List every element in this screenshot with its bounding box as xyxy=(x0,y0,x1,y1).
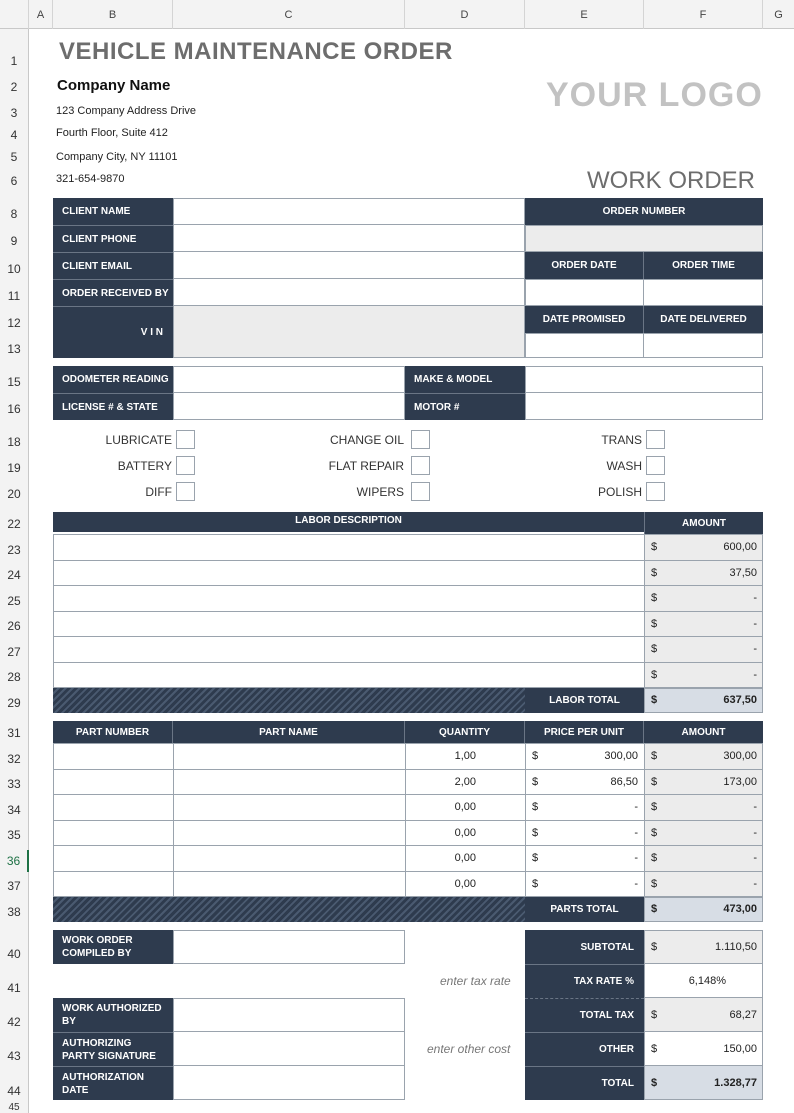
currency-symbol: $ xyxy=(532,878,539,890)
quantity-header: QUANTITY xyxy=(405,721,525,743)
signature-label-line1: AUTHORIZING xyxy=(62,1037,132,1049)
currency-symbol: $ xyxy=(651,878,658,890)
currency-symbol: $ xyxy=(651,852,658,864)
make-model-label: MAKE & MODEL xyxy=(405,366,525,393)
authorization-date-label-line2: DATE xyxy=(62,1084,89,1096)
labor-total-filler xyxy=(53,688,525,713)
license-input[interactable] xyxy=(173,393,405,420)
authorization-date-label-line1: AUTHORIZATION xyxy=(62,1071,145,1083)
tax-rate-value[interactable]: 6,148% xyxy=(688,975,726,987)
other-label: OTHER xyxy=(525,1032,644,1066)
odometer-label: ODOMETER READING xyxy=(53,366,173,393)
labor-amount[interactable]: - xyxy=(753,592,757,604)
client-phone-label: CLIENT PHONE xyxy=(53,225,173,252)
part-quantity[interactable]: 0,00 xyxy=(454,878,476,890)
currency-symbol: $ xyxy=(651,567,658,579)
currency-symbol: $ xyxy=(651,776,658,788)
row-header[interactable]: 18 xyxy=(0,431,29,453)
currency-symbol: $ xyxy=(532,852,539,864)
part-amount: - xyxy=(753,801,757,813)
column-header-a[interactable]: A xyxy=(29,0,53,29)
order-received-input[interactable] xyxy=(173,279,525,306)
part-amount: - xyxy=(753,827,757,839)
row-header[interactable]: 29 xyxy=(0,692,29,714)
page-title: VEHICLE MAINTENANCE ORDER xyxy=(59,38,453,65)
date-promised-input[interactable] xyxy=(525,333,644,358)
row-header[interactable]: 1 xyxy=(0,48,29,74)
row-header[interactable]: 44 xyxy=(0,1080,29,1102)
select-all-corner[interactable] xyxy=(0,0,29,29)
checkbox-trans[interactable] xyxy=(646,430,665,449)
client-email-input[interactable] xyxy=(173,252,525,279)
client-email-label: CLIENT EMAIL xyxy=(53,252,173,279)
logo-placeholder[interactable]: YOUR LOGO xyxy=(546,76,763,114)
authorized-by-label xyxy=(53,998,173,1032)
checkbox-diff[interactable] xyxy=(176,482,195,501)
row-header[interactable]: 15 xyxy=(0,371,29,393)
order-time-label: ORDER TIME xyxy=(644,252,763,279)
part-price[interactable]: - xyxy=(634,852,638,864)
currency-symbol: $ xyxy=(651,827,658,839)
currency-symbol: $ xyxy=(651,801,658,813)
date-promised-label: DATE PROMISED xyxy=(525,306,644,333)
subtotal-label: SUBTOTAL xyxy=(525,930,644,964)
parts-amount-header: AMOUNT xyxy=(644,721,763,743)
row-header[interactable]: 34 xyxy=(0,799,29,821)
row-header[interactable]: 45 xyxy=(0,1101,29,1113)
price-per-unit-header: PRICE PER UNIT xyxy=(525,721,644,743)
row-header[interactable]: 27 xyxy=(0,641,29,663)
odometer-input[interactable] xyxy=(173,366,405,393)
part-price[interactable]: 86,50 xyxy=(610,776,638,788)
service-label-wipers: WIPERS xyxy=(356,485,404,499)
row-header[interactable]: 9 xyxy=(0,230,29,252)
order-date-label: ORDER DATE xyxy=(525,252,644,279)
order-number-input[interactable] xyxy=(525,225,763,252)
currency-symbol: $ xyxy=(651,750,658,762)
column-header-g[interactable]: G xyxy=(774,8,783,21)
service-label-wash: WASH xyxy=(606,459,642,473)
checkbox-battery[interactable] xyxy=(176,456,195,475)
currency-symbol: $ xyxy=(532,750,539,762)
part-price[interactable]: - xyxy=(634,878,638,890)
row-header[interactable]: 11 xyxy=(0,285,29,307)
subtotal-value: 1.110,50 xyxy=(714,941,757,953)
row-header[interactable]: 5 xyxy=(0,146,29,168)
currency-symbol: $ xyxy=(651,618,658,630)
service-label-battery: BATTERY xyxy=(117,459,172,473)
service-label-trans: TRANS xyxy=(601,433,642,447)
service-label-diff: DIFF xyxy=(145,485,172,499)
currency-symbol: $ xyxy=(651,694,658,706)
client-name-label: CLIENT NAME xyxy=(62,206,131,217)
compiled-by-input[interactable] xyxy=(173,930,405,964)
labor-amount[interactable]: - xyxy=(753,618,757,630)
compiled-by-label xyxy=(53,930,173,964)
client-phone-input[interactable] xyxy=(173,225,525,252)
column-header-d[interactable]: D xyxy=(405,0,525,29)
row-header[interactable]: 23 xyxy=(0,539,29,561)
make-model-input[interactable] xyxy=(525,366,763,393)
column-header-b[interactable]: B xyxy=(53,0,173,29)
other-cost-hint: enter other cost xyxy=(427,1042,511,1056)
row-header[interactable]: 35 xyxy=(0,824,29,846)
labor-amount[interactable]: - xyxy=(753,643,757,655)
checkbox-lubricate[interactable] xyxy=(176,430,195,449)
part-amount: - xyxy=(753,852,757,864)
part-price[interactable]: 300,00 xyxy=(604,750,638,762)
labor-description-header: LABOR DESCRIPTION xyxy=(53,512,644,532)
column-header-c[interactable]: C xyxy=(173,0,405,29)
order-date-input[interactable] xyxy=(525,279,644,306)
row-header[interactable]: 32 xyxy=(0,748,29,770)
tax-rate-hint: enter tax rate xyxy=(440,974,511,988)
column-header-f[interactable]: F xyxy=(644,0,763,29)
currency-symbol: $ xyxy=(651,903,658,915)
currency-symbol: $ xyxy=(651,1009,658,1021)
checkbox-wipers[interactable] xyxy=(411,482,430,501)
row-header[interactable]: 33 xyxy=(0,773,29,795)
column-header-e[interactable]: E xyxy=(525,0,644,29)
row-header[interactable]: 13 xyxy=(0,338,29,360)
currency-symbol: $ xyxy=(532,827,539,839)
row-header[interactable]: 31 xyxy=(0,722,29,744)
row-header[interactable]: 43 xyxy=(0,1045,29,1067)
row-header[interactable]: 25 xyxy=(0,590,29,612)
row-header[interactable]: 26 xyxy=(0,615,29,637)
compiled-by-label-line1: WORK ORDER xyxy=(62,935,133,946)
currency-symbol: $ xyxy=(532,776,539,788)
labor-total-label: LABOR TOTAL xyxy=(525,688,644,713)
license-label: LICENSE # & STATE xyxy=(53,393,173,420)
labor-total-value: 637,50 xyxy=(723,694,757,706)
row-header[interactable]: 4 xyxy=(0,124,29,146)
currency-symbol: $ xyxy=(651,941,658,953)
company-name[interactable]: Company Name xyxy=(57,77,171,94)
currency-symbol: $ xyxy=(651,669,658,681)
row-header-active[interactable]: 36 xyxy=(0,850,29,872)
currency-symbol: $ xyxy=(651,643,658,655)
currency-symbol: $ xyxy=(651,541,658,553)
authorization-date-label xyxy=(53,1066,173,1100)
row-header[interactable]: 37 xyxy=(0,875,29,897)
part-quantity[interactable]: 2,00 xyxy=(454,776,476,788)
company-address-2[interactable]: Fourth Floor, Suite 412 xyxy=(56,127,168,139)
company-phone[interactable]: 321-654-9870 xyxy=(56,173,125,185)
labor-amount-header: AMOUNT xyxy=(644,512,763,534)
row-header[interactable]: 19 xyxy=(0,457,29,479)
currency-symbol: $ xyxy=(532,801,539,813)
labor-amount[interactable]: 600,00 xyxy=(723,541,757,553)
grand-total-value: 1.328,77 xyxy=(714,1077,757,1089)
company-address[interactable]: 123 Company Address Drive xyxy=(56,105,197,117)
signature-label xyxy=(53,1032,173,1066)
other-value[interactable]: 150,00 xyxy=(723,1043,757,1055)
part-quantity[interactable]: 1,00 xyxy=(454,750,476,762)
total-tax-value: 68,27 xyxy=(729,1009,757,1021)
row-header[interactable]: 20 xyxy=(0,483,29,505)
part-quantity[interactable]: 0,00 xyxy=(454,852,476,864)
parts-total-value: 473,00 xyxy=(723,903,757,915)
order-received-label: ORDER RECEIVED BY xyxy=(53,279,173,306)
row-header[interactable]: 22 xyxy=(0,513,29,535)
currency-symbol: $ xyxy=(651,1043,658,1055)
row-header[interactable]: 42 xyxy=(0,1011,29,1033)
parts-total-filler xyxy=(53,897,525,922)
service-label-polish: POLISH xyxy=(597,485,642,499)
row-header[interactable]: 8 xyxy=(0,203,29,225)
part-number-header: PART NUMBER xyxy=(53,721,173,743)
work-order-heading: WORK ORDER xyxy=(587,167,755,194)
client-name-input[interactable] xyxy=(173,198,525,225)
date-delivered-input[interactable] xyxy=(644,333,763,358)
service-label-change-oil: CHANGE OIL xyxy=(329,433,404,447)
part-quantity[interactable]: 0,00 xyxy=(454,827,476,839)
grand-total-label: TOTAL xyxy=(525,1066,644,1100)
row-header[interactable]: 16 xyxy=(0,398,29,420)
authorization-date-input[interactable] xyxy=(173,1066,405,1100)
date-delivered-label: DATE DELIVERED xyxy=(644,306,763,333)
part-name-header: PART NAME xyxy=(173,721,405,743)
part-price[interactable]: - xyxy=(634,827,638,839)
motor-label: MOTOR # xyxy=(405,393,525,420)
part-amount: - xyxy=(753,878,757,890)
tax-rate-label: TAX RATE % xyxy=(525,964,644,998)
motor-input[interactable] xyxy=(525,393,763,420)
total-tax-label: TOTAL TAX xyxy=(525,998,644,1032)
row-header[interactable]: 10 xyxy=(0,258,29,280)
service-label-flat-repair: FLAT REPAIR xyxy=(328,459,404,473)
part-amount: 173,00 xyxy=(723,776,757,788)
part-price[interactable]: - xyxy=(634,801,638,813)
row-header[interactable]: 41 xyxy=(0,977,29,999)
service-label-lubricate: LUBRICATE xyxy=(105,433,172,447)
checkbox-wash[interactable] xyxy=(646,456,665,475)
order-number-label: ORDER NUMBER xyxy=(525,198,763,225)
signature-label-line2: PARTY SIGNATURE xyxy=(62,1050,156,1062)
row-header[interactable]: 28 xyxy=(0,666,29,688)
row-header[interactable]: 3 xyxy=(0,102,29,124)
compiled-by-label-line2: COMPILED BY xyxy=(62,948,132,959)
currency-symbol: $ xyxy=(651,1077,658,1089)
labor-amount[interactable]: 37,50 xyxy=(729,567,757,579)
row-header[interactable]: 2 xyxy=(0,76,29,98)
row-header[interactable]: 12 xyxy=(0,312,29,334)
company-city[interactable]: Company City, NY 11101 xyxy=(56,151,178,163)
vin-label: V I N xyxy=(53,306,173,358)
signature-input[interactable] xyxy=(173,1032,405,1066)
row-header[interactable]: 40 xyxy=(0,943,29,965)
part-amount: 300,00 xyxy=(723,750,757,762)
labor-amount[interactable]: - xyxy=(753,669,757,681)
authorized-by-label-line2: BY xyxy=(62,1016,76,1027)
authorized-by-input[interactable] xyxy=(173,998,405,1032)
row-header[interactable]: 24 xyxy=(0,564,29,586)
vin-input[interactable] xyxy=(173,306,525,358)
row-header[interactable]: 38 xyxy=(0,901,29,923)
parts-total-label: PARTS TOTAL xyxy=(525,897,644,922)
authorized-by-label-line1: WORK AUTHORIZED xyxy=(62,1003,162,1014)
row-header[interactable]: 6 xyxy=(0,170,29,192)
checkbox-flat-repair[interactable] xyxy=(411,456,430,475)
part-quantity[interactable]: 0,00 xyxy=(454,801,476,813)
checkbox-change-oil[interactable] xyxy=(411,430,430,449)
order-time-input[interactable] xyxy=(644,279,763,306)
currency-symbol: $ xyxy=(651,592,658,604)
checkbox-polish[interactable] xyxy=(646,482,665,501)
